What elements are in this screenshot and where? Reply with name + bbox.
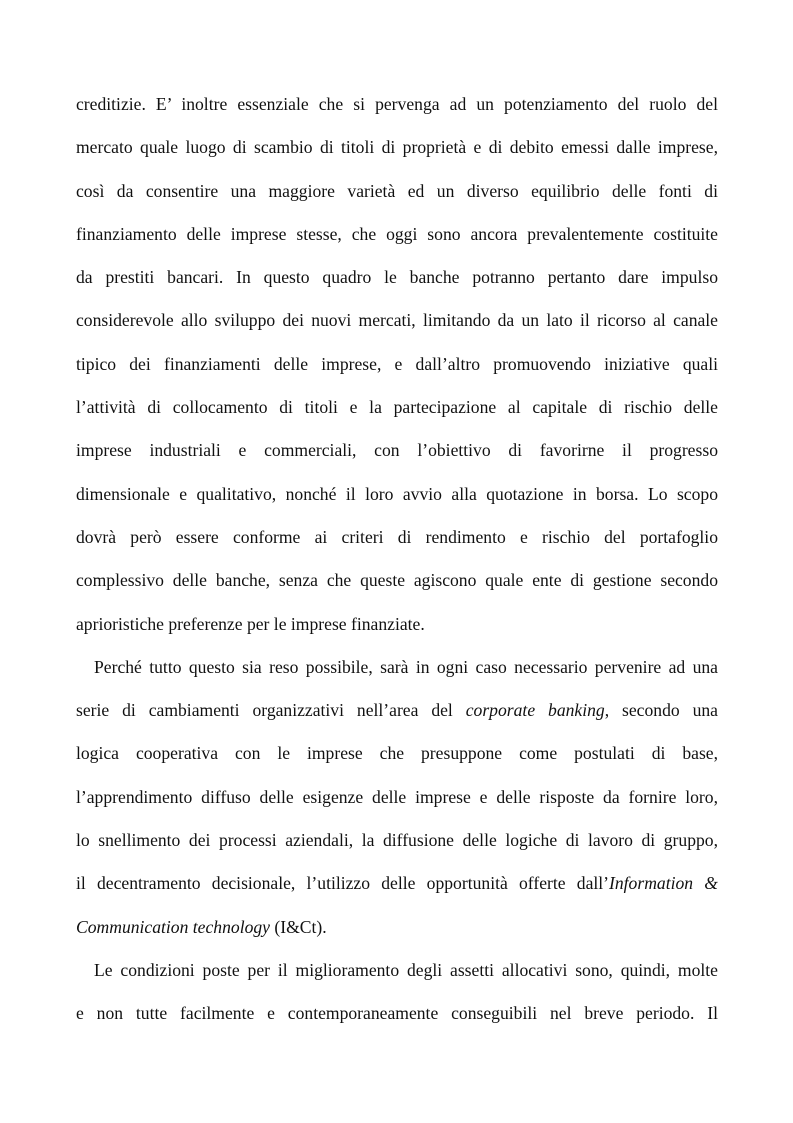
text-segment: serie di cambiamenti organizzativi nell’area del (76, 700, 466, 721)
text-segment: così da consentire una maggiore varietà ed un diverso equilibrio delle fonti di (76, 180, 718, 201)
text-segment: il decentramento decisionale, l’utilizzo delle opportunità offerte dall’ (76, 873, 610, 894)
text-line (76, 256, 718, 299)
body-text (76, 83, 718, 1036)
text-segment: logica cooperativa con le imprese che presuppone come postulati di base, (76, 743, 718, 764)
text-segment: (I&Ct). (270, 916, 327, 937)
text-segment: Perché tutto questo sia reso possibile, sarà in ogni caso necessario pervenire ad una (94, 656, 718, 677)
text-segment: tipico dei finanziamenti delle imprese, e dall’altro promuovendo iniziative quali (76, 353, 718, 374)
text-segment: considerevole allo sviluppo dei nuovi mercati, limitando da un lato il ricorso al canale (76, 310, 718, 331)
text-line (76, 819, 718, 862)
text-segment: creditizie. E’ inoltre essenziale che si pervenga ad un potenziamento del ruolo del (76, 94, 718, 114)
italic-text-segment: Information & (609, 873, 718, 894)
text-line (76, 862, 718, 905)
text-line (76, 213, 718, 256)
text-line (76, 299, 718, 342)
text-segment: l’apprendimento diffuso delle esigenze delle imprese e delle risposte da fornire loro, (76, 786, 718, 807)
text-line (76, 646, 718, 689)
text-line (76, 429, 718, 472)
text-segment: mercato quale luogo di scambio di titoli di proprietà e di debito emessi dalle imprese, (76, 137, 718, 158)
text-line (76, 83, 718, 126)
text-line (76, 689, 718, 732)
text-line (76, 776, 718, 819)
text-segment: l’attività di collocamento di titoli e la partecipazione al capitale di rischio delle (76, 397, 718, 418)
text-segment: dovrà però essere conforme ai criteri di rendimento e rischio del portafoglio (76, 526, 718, 547)
text-segment: complessivo delle banche, senza che queste agiscono quale ente di gestione secondo (76, 570, 718, 591)
text-segment: dimensionale e qualitativo, nonché il loro avvio alla quotazione in borsa. Lo scopo (76, 483, 718, 504)
text-segment: da prestiti bancari. In questo quadro le banche potranno pertanto dare impulso (76, 267, 718, 288)
text-segment: Le condizioni poste per il miglioramento degli assetti allocativi sono, quindi, molte (94, 959, 718, 980)
text-segment: aprioristiche preferenze per le imprese finanziate. (76, 613, 425, 634)
text-line (76, 559, 718, 602)
text-line (76, 603, 718, 646)
text-segment: e non tutte facilmente e contemporaneamente conseguibili nel breve periodo. Il (76, 1003, 718, 1024)
text-segment: finanziamento delle imprese stesse, che oggi sono ancora prevalentemente costituite (76, 223, 718, 244)
text-line (76, 906, 718, 949)
text-line (76, 732, 718, 775)
text-line (76, 170, 718, 213)
text-line (76, 516, 718, 559)
italic-text-segment: corporate banking (465, 700, 605, 721)
text-line (76, 949, 718, 992)
text-segment: lo snellimento dei processi aziendali, la diffusione delle logiche di lavoro di gruppo, (76, 830, 718, 851)
text-segment: , secondo una (604, 700, 718, 721)
text-line (76, 992, 718, 1035)
text-line (76, 343, 718, 386)
text-line (76, 473, 718, 516)
text-line (76, 386, 718, 429)
text-line (76, 126, 718, 169)
text-segment: imprese industriali e commerciali, con l’obiettivo di favorirne il progresso (76, 440, 718, 461)
italic-text-segment: Communication technology (76, 916, 270, 937)
